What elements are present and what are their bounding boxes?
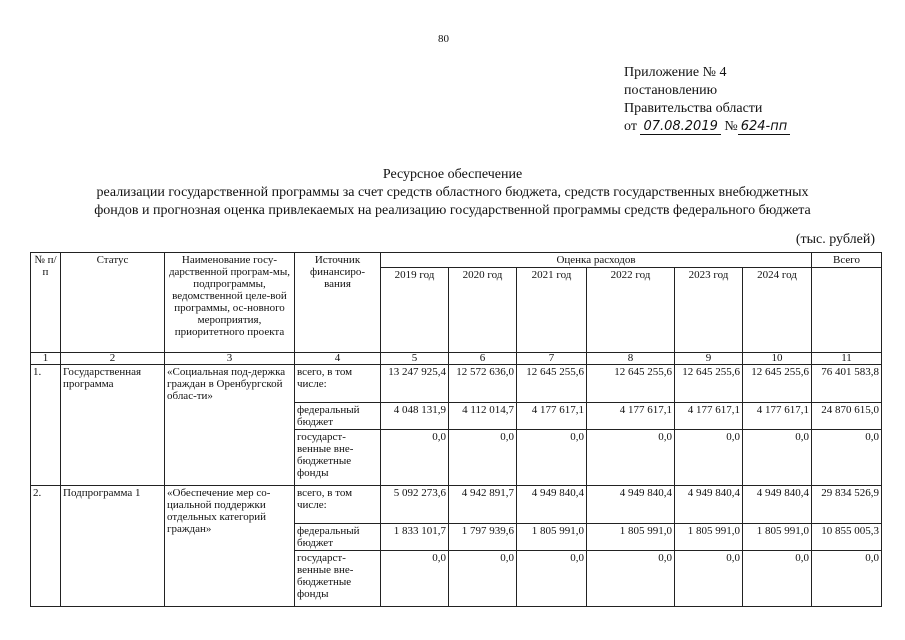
header-year: 2020 год	[449, 268, 517, 353]
total-value: 0,0	[812, 551, 882, 607]
row-number: 1.	[31, 365, 61, 486]
column-number: 7	[517, 353, 587, 365]
year-value: 0,0	[587, 551, 675, 607]
year-value: 4 177 617,1	[675, 403, 743, 430]
year-value: 13 247 925,4	[381, 365, 449, 403]
year-value: 0,0	[517, 551, 587, 607]
total-value: 10 855 005,3	[812, 524, 882, 551]
row-status: Подпрограмма 1	[61, 486, 165, 607]
row-status: Государственная программа	[61, 365, 165, 486]
doc-title: Ресурсное обеспечение	[382, 167, 523, 182]
appendix-line-2: постановлению	[624, 83, 718, 98]
year-value: 4 949 840,4	[743, 486, 812, 524]
year-value: 1 833 101,7	[381, 524, 449, 551]
year-value: 4 177 617,1	[743, 403, 812, 430]
header-year: 2021 год	[517, 268, 587, 353]
header-status: Статус	[61, 253, 165, 353]
header-num: № п/п	[31, 253, 61, 353]
year-value: 1 797 939,6	[449, 524, 517, 551]
year-value: 0,0	[675, 551, 743, 607]
column-number-row	[31, 353, 882, 365]
year-value: 0,0	[449, 551, 517, 607]
resolution-number: 624-пп	[738, 120, 791, 135]
year-value: 0,0	[675, 430, 743, 486]
year-value: 0,0	[743, 551, 812, 607]
funding-source: федеральный бюджет	[295, 403, 381, 430]
header-total-empty	[812, 268, 882, 353]
resource-table	[30, 252, 882, 607]
appendix-no: №	[724, 119, 738, 134]
year-value: 4 942 891,7	[449, 486, 517, 524]
year-value: 4 048 131,9	[381, 403, 449, 430]
funding-source: государст-венные вне-бюджетные фонды	[295, 551, 381, 607]
year-value: 1 805 991,0	[675, 524, 743, 551]
appendix-from: от	[624, 119, 637, 134]
appendix-line-4	[624, 118, 790, 136]
total-value: 76 401 583,8	[812, 365, 882, 403]
total-value: 0,0	[812, 430, 882, 486]
year-value: 1 805 991,0	[517, 524, 587, 551]
year-value: 0,0	[587, 430, 675, 486]
header-total: Всего	[812, 253, 882, 268]
year-value: 4 112 014,7	[449, 403, 517, 430]
header-estimate: Оценка расходов	[381, 253, 812, 268]
appendix-line-3: Правительства области	[624, 101, 763, 116]
column-number: 11	[812, 353, 882, 365]
year-value: 1 805 991,0	[743, 524, 812, 551]
header-name: Наименование госу-дарственной програм-мы, подпрограммы, ведомственной целе-вой программы, ос-новного мероприятия, приоритетного проекта	[165, 253, 295, 353]
year-value: 0,0	[743, 430, 812, 486]
doc-subtitle-1: реализации государственной программы за счет средств областного бюджета, средств государственных внебюджетных	[96, 185, 809, 200]
year-value: 0,0	[381, 551, 449, 607]
funding-source: всего, в том числе:	[295, 365, 381, 403]
header-year: 2024 год	[743, 268, 812, 353]
year-value: 4 949 840,4	[675, 486, 743, 524]
column-number: 6	[449, 353, 517, 365]
year-value: 12 645 255,6	[675, 365, 743, 403]
appendix-line-1: Приложение № 4	[624, 65, 727, 80]
year-value: 4 949 840,4	[587, 486, 675, 524]
header-source: Источник финансиро-вания	[295, 253, 381, 353]
funding-source: всего, в том числе:	[295, 486, 381, 524]
year-value: 0,0	[517, 430, 587, 486]
doc-subtitle-2: фондов и прогнозная оценка привлекаемых на реализацию государственной программы средств федерального бюджета	[94, 203, 811, 218]
funding-source: государст-венные вне-бюджетные фонды	[295, 430, 381, 486]
column-number: 3	[165, 353, 295, 365]
year-value: 4 177 617,1	[587, 403, 675, 430]
year-value: 12 645 255,6	[517, 365, 587, 403]
appendix-block	[624, 64, 790, 136]
page-number: 80	[438, 33, 449, 45]
resolution-date: 07.08.2019	[640, 120, 720, 135]
year-value: 12 645 255,6	[743, 365, 812, 403]
year-value: 0,0	[449, 430, 517, 486]
units-label: (тыс. рублей)	[795, 232, 875, 247]
table-row	[31, 365, 882, 403]
row-number: 2.	[31, 486, 61, 607]
column-number: 5	[381, 353, 449, 365]
header-year: 2019 год	[381, 268, 449, 353]
total-value: 24 870 615,0	[812, 403, 882, 430]
year-value: 12 645 255,6	[587, 365, 675, 403]
header-year: 2023 год	[675, 268, 743, 353]
column-number: 9	[675, 353, 743, 365]
year-value: 1 805 991,0	[587, 524, 675, 551]
year-value: 12 572 636,0	[449, 365, 517, 403]
row-program-name: «Обеспечение мер со-циальной поддержки отдельных категорий граждан»	[165, 486, 295, 607]
column-number: 2	[61, 353, 165, 365]
header-year: 2022 год	[587, 268, 675, 353]
total-value: 29 834 526,9	[812, 486, 882, 524]
year-value: 4 949 840,4	[517, 486, 587, 524]
table-row	[31, 486, 882, 524]
row-program-name: «Социальная под-держка граждан в Оренбургской облас-ти»	[165, 365, 295, 486]
year-value: 4 177 617,1	[517, 403, 587, 430]
column-number: 10	[743, 353, 812, 365]
year-value: 0,0	[381, 430, 449, 486]
column-number: 1	[31, 353, 61, 365]
column-number: 4	[295, 353, 381, 365]
funding-source: федеральный бюджет	[295, 524, 381, 551]
column-number: 8	[587, 353, 675, 365]
year-value: 5 092 273,6	[381, 486, 449, 524]
